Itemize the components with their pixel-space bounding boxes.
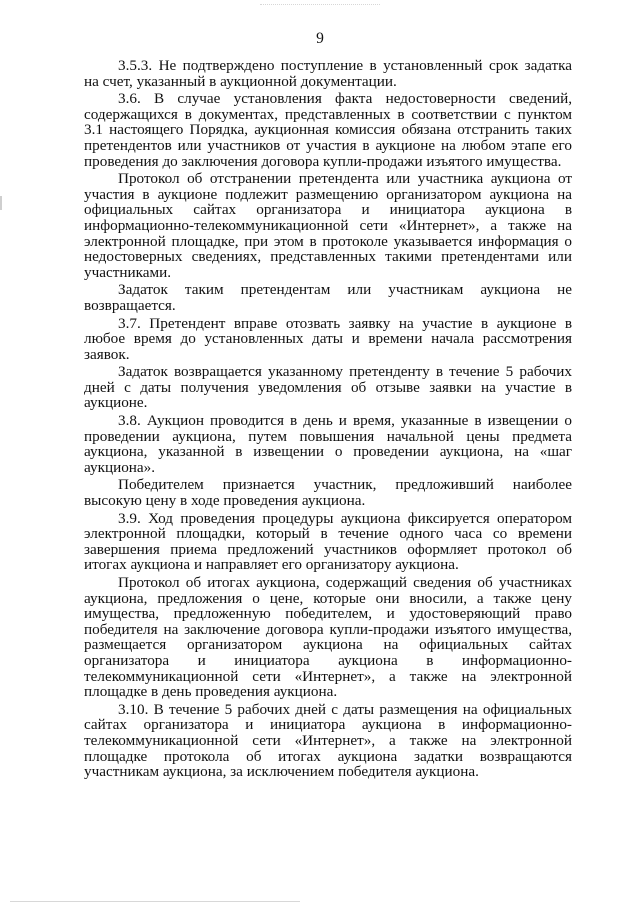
paragraph-3-9: 3.9. Ход проведения процедуры аукциона фиксируется оператором электронной площадки, который в течение одного часа со времени завершения приема предложений участников оформляет протокол об итогах аукциона и направляет его организатору аукциона. xyxy=(84,509,572,574)
paragraph-deposit-not-returned: Задаток таким претендентам или участникам аукциона не возвращается. xyxy=(84,281,572,314)
paragraph-deposit-returned: Задаток возвращается указанному претенденту в течение 5 рабочих дней с даты получения уведомления об отзыве заявки на участие в аукционе. xyxy=(84,363,572,412)
paragraph-3-8: 3.8. Аукцион проводится в день и время, указанные в извещении о проведении аукциона, путем повышения начальной цены предмета аукциона, указанной в извещении о проведении аукциона, на «шаг аукциона». xyxy=(84,412,572,476)
scan-artifact-bottom xyxy=(10,901,300,902)
paragraph-winner: Победителем признается участник, предложивший наиболее высокую цену в ходе проведения аукциона. xyxy=(84,476,572,510)
paragraph-3-5-3: 3.5.3. Не подтверждено поступление в установленный срок задатка на счет, указанный в аукционной документации. xyxy=(84,57,572,90)
paragraph-3-7: 3.7. Претендент вправе отозвать заявку на участие в аукционе в любое время до установленных даты и времени начала рассмотрения заявок. xyxy=(84,314,572,363)
paragraph-3-6: 3.6. В случае установления факта недостоверности сведений, содержащихся в документах, представленных в соответствии с пунктом 3.1 настоящего Порядка, аукционная комиссия обязана отстранить таких претендентов или участников от участия в аукционе на любом этапе его проведения до заключения договора купли-продажи изъятого имущества. xyxy=(84,90,572,170)
scan-artifact-top xyxy=(260,4,380,9)
scan-artifact-left xyxy=(0,196,2,210)
paragraph-removal-protocol: Протокол об отстранении претендента или участника аукциона от участия в аукционе подлежит размещению организатором аукциона на официальных сайтах организатора и инициатора аукциона в информационно-телекоммуникационной сети «Интернет», а также на электронной площадке, при этом в протоколе указывается информация о недостоверных сведениях, представленных такими претендентами или участниками. xyxy=(84,170,572,281)
paragraph-3-10: 3.10. В течение 5 рабочих дней с даты размещения на официальных сайтах организатора и инициатора аукциона в информационно-телекоммуникационной сети «Интернет», а также на электронной площадке протокола об итогах аукциона задатки возвращаются участникам аукциона, за исключением победителя аукциона. xyxy=(84,700,572,781)
document-body xyxy=(84,58,572,782)
page-number: 9 xyxy=(316,30,324,47)
paragraph-results-protocol: Протокол об итогах аукциона, содержащий сведения об участниках аукциона, предложения о цене, которые они вносили, а также цену имущества, предложенную победителем, и удостоверяющий право победителя на заключение договора купли-продажи изъятого имущества, размещается организатором аукциона на официальных сайтах организатора и инициатора аукциона в информационно-телекоммуникационной сети «Интернет», а также на электронной площадке в день проведения аукциона. xyxy=(84,574,572,701)
